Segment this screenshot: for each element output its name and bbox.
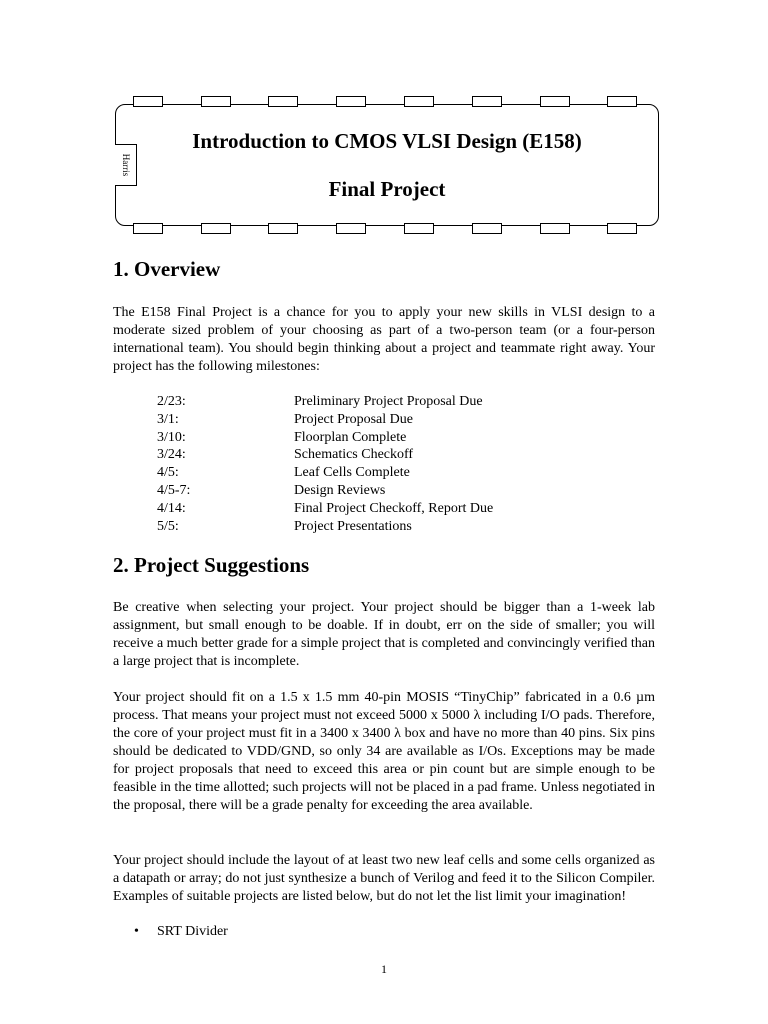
- suggestions-paragraph-2: Your project should fit on a 1.5 x 1.5 mm 40-pin MOSIS “TinyChip” fabricated in a 0.6 µm process. That means your project must not exceed 5000 x 5000 λ including I/O pads. Therefore, the core of your project must fit in a 3400 x 3400 λ box and have no more than 40 pins. Six pins should be dedicated to VDD/GND, so only 34 are available as I/Os. Exceptions may be made for project proposals that need to exceed this area or pin count but are simple enough to be feasible in the time allotted; such projects will not be placed in a pad frame. Unless negotiated in the proposal, there will be a grade penalty for exceeding the area available.: [113, 690, 655, 813]
- document-title: Introduction to CMOS VLSI Design (E158): [192, 129, 582, 153]
- page-number: 1: [381, 962, 387, 976]
- bullet-dot: •: [134, 924, 139, 939]
- milestone-date: 4/5-7:: [157, 482, 191, 498]
- section-heading-suggestions: 2. Project Suggestions: [113, 553, 310, 577]
- chip-pin: [472, 223, 502, 234]
- overview-paragraph: The E158 Final Project is a chance for you to apply your new skills in VLSI design to a moderate sized problem of your choosing as part of a two-person team (or a four-person international team). You should begin thinking about a project and teammate right away. Your project has the following milestones:: [113, 305, 655, 374]
- chip-pin: [540, 223, 570, 234]
- chip-pin: [607, 96, 637, 107]
- bullet-text: SRT Divider: [157, 924, 228, 939]
- milestone-description: Leaf Cells Complete: [294, 465, 410, 481]
- milestone-date: 3/24:: [157, 447, 186, 463]
- bullet-item: [134, 923, 228, 941]
- milestone-row: [157, 411, 557, 429]
- chip-pin: [201, 96, 231, 107]
- chip-pin: [133, 223, 163, 234]
- chip-pin: [404, 223, 434, 234]
- chip-pin: [472, 96, 502, 107]
- milestone-date: 4/14:: [157, 500, 186, 516]
- milestone-description: Preliminary Project Proposal Due: [294, 394, 483, 409]
- milestone-row: [157, 446, 557, 464]
- chip-pin: [607, 223, 637, 234]
- chip-pin: [404, 96, 434, 107]
- chip-pin: [540, 96, 570, 107]
- milestone-list: [157, 393, 557, 535]
- chip-pin: [268, 223, 298, 234]
- milestone-row: [157, 429, 557, 447]
- milestone-date: 4/5:: [157, 465, 179, 481]
- document-subtitle: Final Project: [328, 177, 446, 201]
- suggestions-paragraph-1: Be creative when selecting your project. Your project should be bigger than a 1-week lab assignment, but small enough to be doable. If in doubt, err on the side of smaller; you will receive a much better grade for a simple project that is completed and convincingly verified than a large project that is incomplete.: [113, 600, 655, 669]
- section-heading-overview: 1. Overview: [113, 257, 221, 281]
- milestone-date: 3/1:: [157, 411, 179, 427]
- milestone-description: Schematics Checkoff: [294, 447, 414, 463]
- milestone-row: [157, 500, 557, 518]
- milestone-description: Design Reviews: [294, 482, 386, 498]
- chip-header-box: [115, 104, 659, 226]
- chip-pin: [336, 223, 366, 234]
- milestone-description: Project Presentations: [294, 518, 412, 534]
- milestone-row: [157, 464, 557, 482]
- milestone-row: [157, 518, 557, 536]
- suggestions-paragraph-3: Your project should include the layout of at least two new leaf cells and some cells organized as a datapath or array; do not just synthesize a bunch of Verilog and feed it to the Silicon Compiler. Examples of suitable projects are listed below, but do not let the list limit your imagination!: [113, 853, 655, 904]
- milestone-description: Project Proposal Due: [294, 411, 413, 427]
- chip-pin: [336, 96, 366, 107]
- milestone-date: 5/5:: [157, 518, 179, 534]
- milestone-description: Floorplan Complete: [294, 429, 407, 445]
- chip-pin: [133, 96, 163, 107]
- chip-pin: [201, 223, 231, 234]
- chip-pin: [268, 96, 298, 107]
- milestone-row: [157, 482, 557, 500]
- milestone-description: Final Project Checkoff, Report Due: [294, 500, 494, 516]
- chip-side-label: Harris: [121, 153, 131, 177]
- milestone-row: [157, 393, 557, 411]
- milestone-date: 2/23:: [157, 394, 186, 409]
- milestone-date: 3/10:: [157, 429, 186, 445]
